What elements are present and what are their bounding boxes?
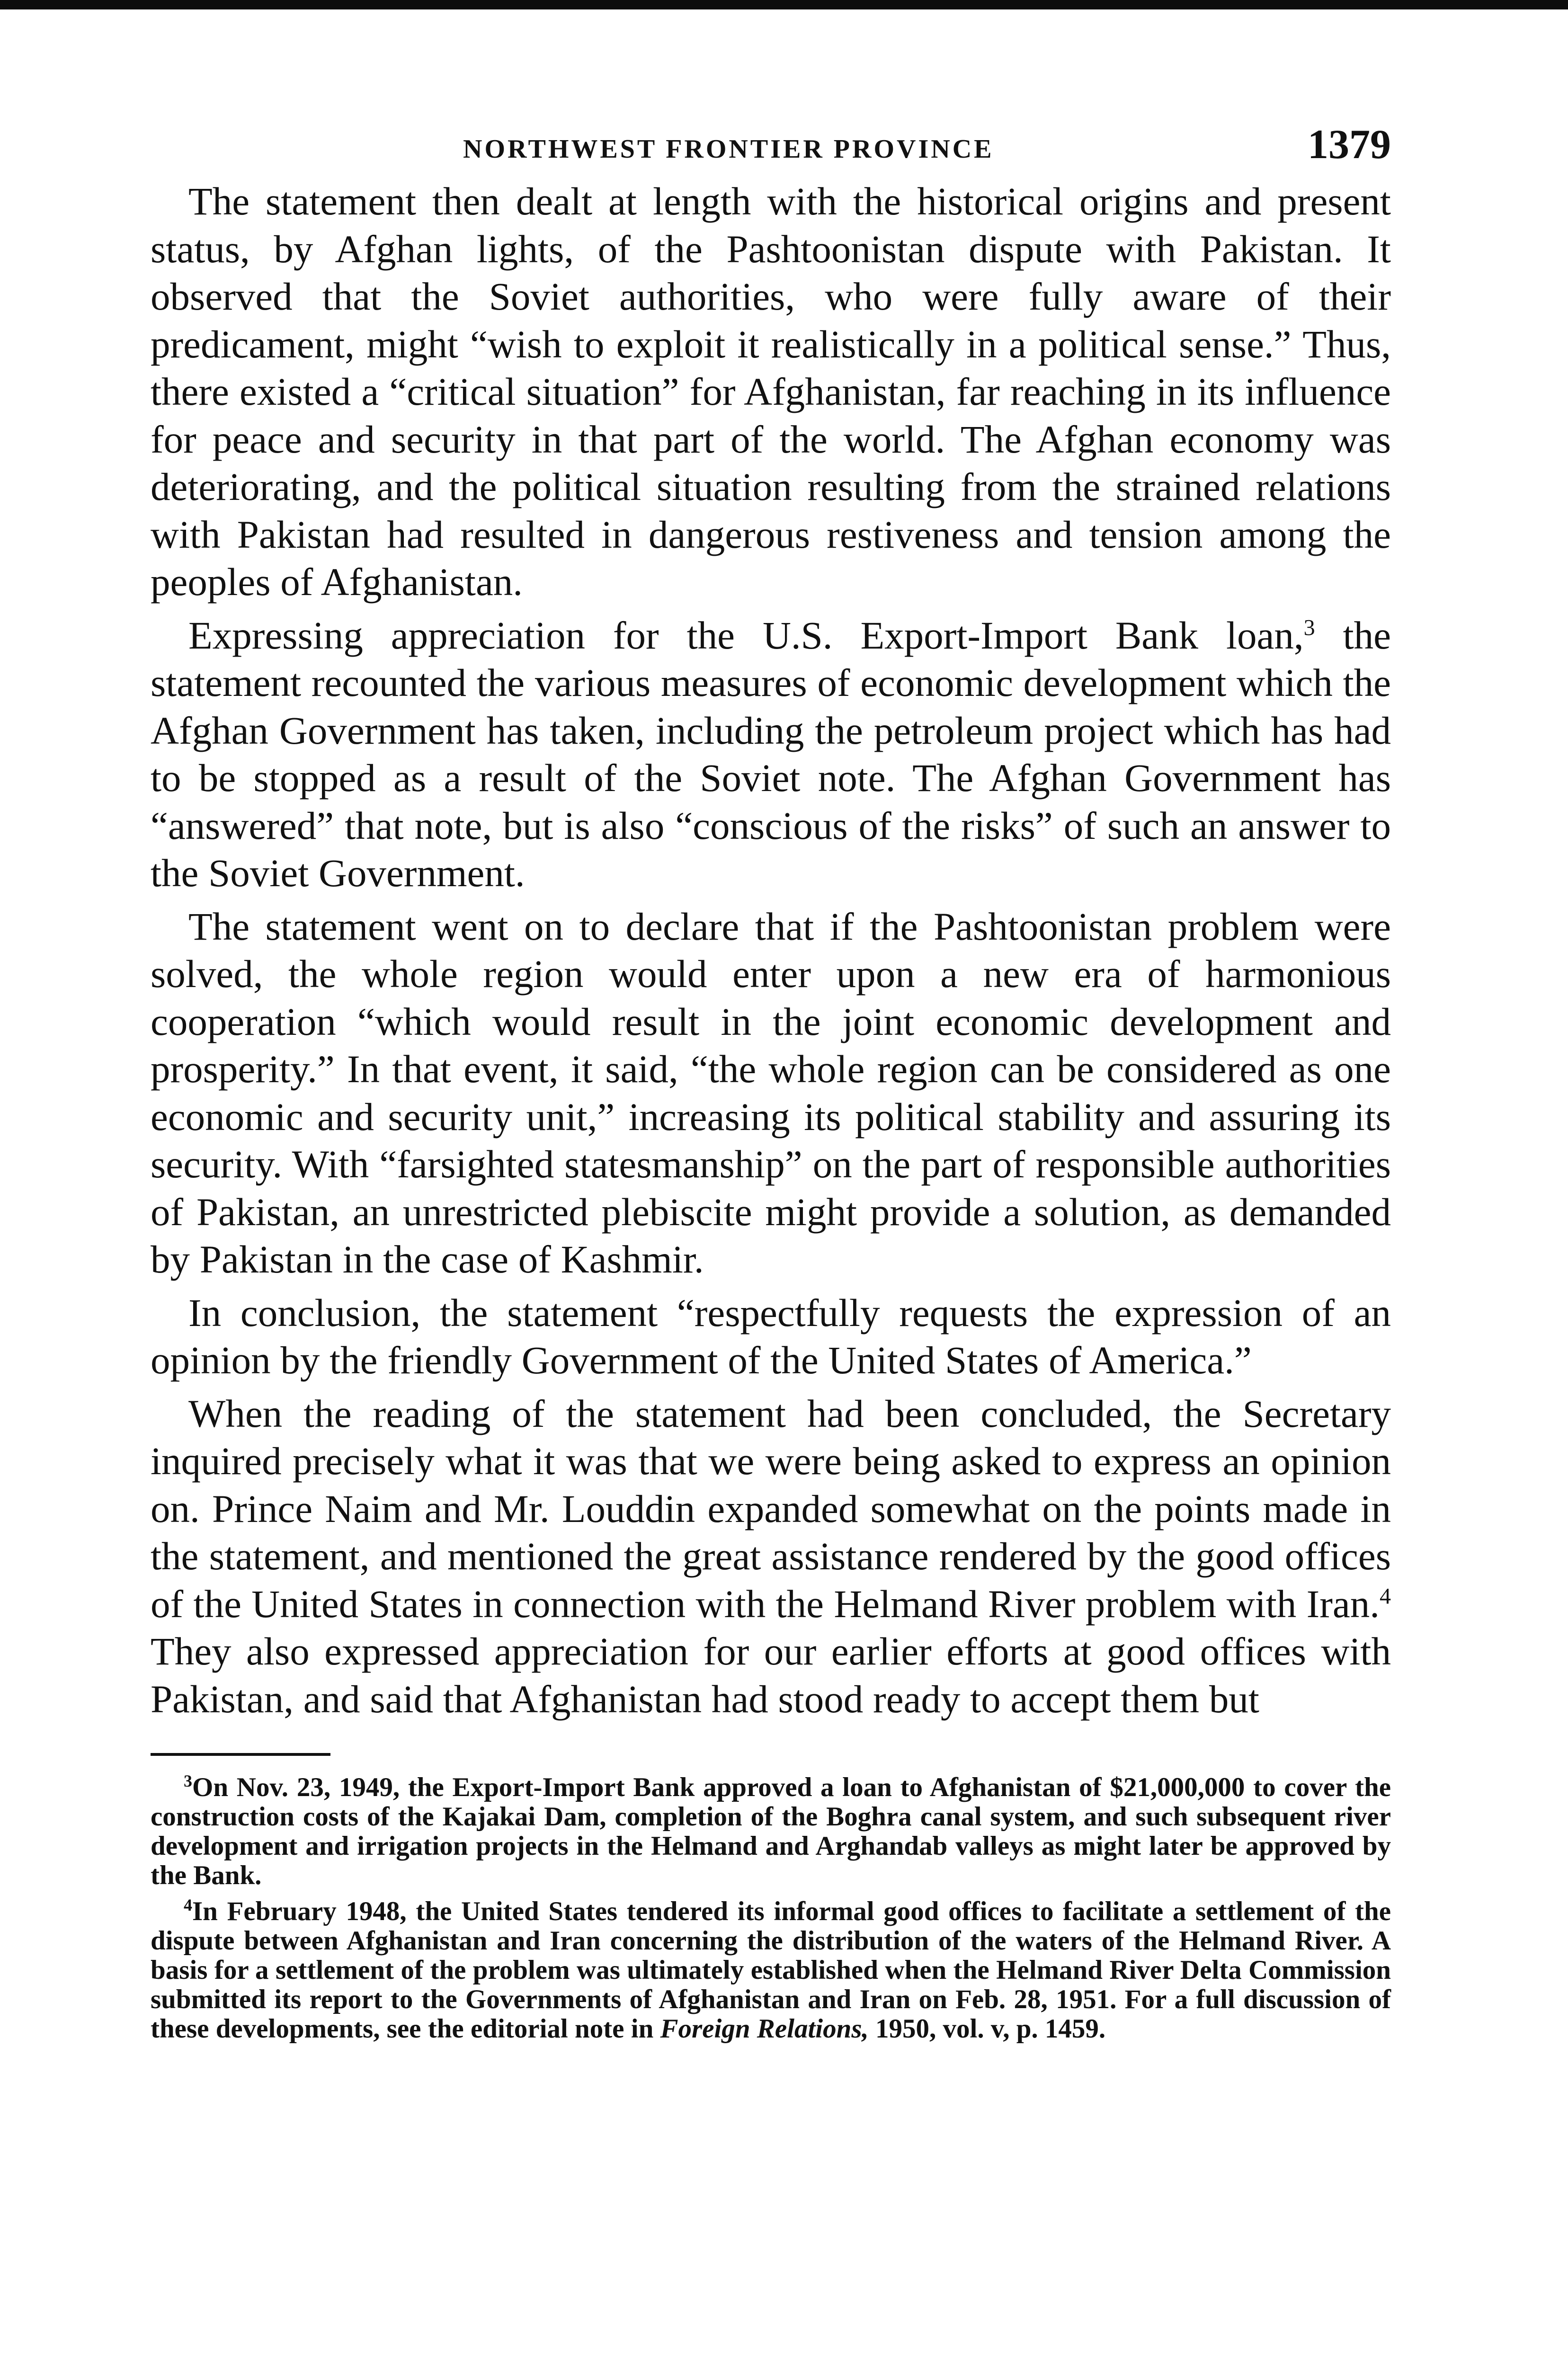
paragraph-5-text-before: When the reading of the statement had been concluded, the Secretary inquired precisely what it was that we were being asked to express an opinion on. Prince Naim and Mr. Louddin expanded somewhat on the points made in the statement, and mentioned the great assistance rendered by the good offices of the United States in connection with the Helmand River problem with Iran. [151, 1391, 1391, 1626]
footnotes [151, 1773, 1391, 2044]
running-title: NORTHWEST FRONTIER PROVINCE [463, 134, 994, 164]
footnote-ref-4: 4 [1380, 1583, 1391, 1609]
footnote-4-text-before: In February 1948, the United States tendered its informal good offices to facilitate a settlement of the dispute between Afghanistan and Iran concerning the distribution of the waters of the Helmand River. A basis for a settlement of the problem was ultimately established when the Helmand River Delta Commission submitted its report to the Governments of Afghanistan and Iran on Feb. 28, 1951. For a full discussion of these developments, see the editorial note in [151, 1896, 1391, 2044]
paragraph-4-text: In conclusion, the statement “respectfully requests the expression of an opinion by the friendly Government of the United States of America.” [151, 1290, 1391, 1382]
document-page [151, 107, 1391, 2050]
paragraph-3-text: The statement went on to declare that if the Pashtoonistan problem were solved, the whole region would enter upon a new era of harmonious cooperation “which would result in the joint economic development and prosperity.” In that event, it said, “the whole region can be considered as one economic and security unit,” increasing its political stability and assuring its security. With “farsighted statesmanship” on the part of responsible authorities of Pakistan, an unrestricted plebiscite might provide a solution, as demanded by Pakistan in the case of Kashmir. [151, 904, 1391, 1281]
footnote-3 [151, 1773, 1391, 1890]
paragraph-2-text-after: the statement recounted the various measures of economic development which the Afghan Government has taken, including the petroleum project which has had to be stopped as a result of the Soviet note. The Afghan Government has “answered” that note, but is also “conscious of the risks” of such an answer to the Soviet Government. [151, 613, 1391, 895]
footnote-4-italic-title: Foreign Relations, [660, 2014, 869, 2044]
paragraph-2 [151, 612, 1391, 897]
footnote-ref-3: 3 [1303, 614, 1315, 640]
paragraph-5-text-after: They also expressed appreciation for our earlier efforts at good offices with Pakistan, and said that Afghanistan had stood ready to accept them but [151, 1629, 1391, 1721]
footnote-divider [151, 1753, 330, 1756]
footnote-marker-4: 4 [184, 1895, 192, 1914]
paragraph-4 [151, 1289, 1391, 1384]
paragraph-2-text-before: Expressing appreciation for the U.S. Export-Import Bank loan, [188, 613, 1304, 657]
paragraph-3 [151, 903, 1391, 1283]
body-text [151, 178, 1391, 1723]
footnote-4 [151, 1897, 1391, 2044]
paragraph-1-text: The statement then dealt at length with the historical origins and present status, by Afghan lights, of the Pashtoonistan dispute with Pakistan. It observed that the Soviet authorities, who were fully aware of their predicament, might “wish to exploit it realistically in a political sense.” Thus, there existed a “critical situation” for Afghanistan, far reaching in its influence for peace and security in that part of the world. The Afghan economy was deteriorating, and the political situation resulting from the strained relations with Pakistan had resulted in dangerous restiveness and tension among the peoples of Afghanistan. [151, 179, 1391, 604]
top-border-rule [0, 0, 1568, 9]
paragraph-1 [151, 178, 1391, 606]
paragraph-5 [151, 1390, 1391, 1723]
footnote-4-text-after: 1950, vol. v, p. 1459. [868, 2014, 1106, 2044]
footnote-3-text: On Nov. 23, 1949, the Export-Import Bank approved a loan to Afghanistan of $21,000,000 to cover the construction costs of the Kajakai Dam, completion of the Boghra canal system, and such subsequent river development and irrigation projects in the Helmand and Arghandab valleys as might later be approved by the Bank. [151, 1772, 1391, 1890]
footnote-marker-3: 3 [184, 1771, 192, 1790]
running-header [151, 107, 1391, 178]
page-number: 1379 [1308, 122, 1391, 168]
